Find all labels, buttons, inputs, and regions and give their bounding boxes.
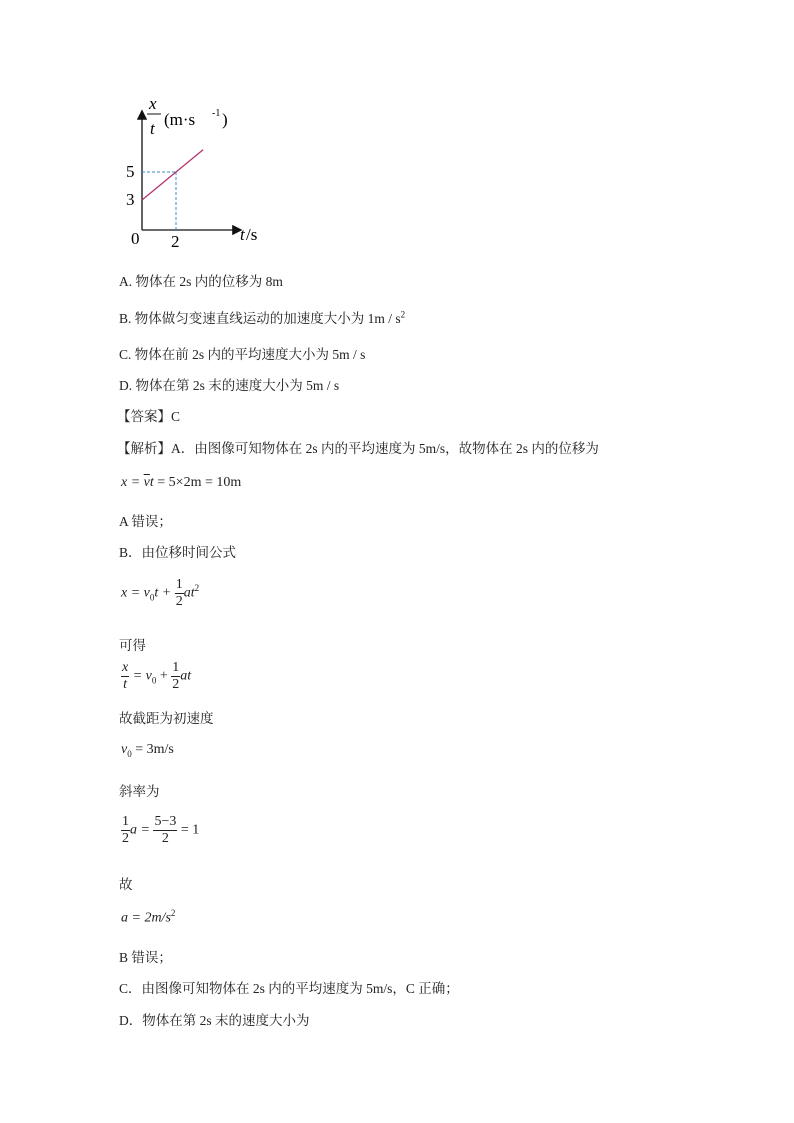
xt-t-graph — [120, 92, 280, 254]
y-tick-3: 3 — [126, 190, 135, 209]
data-series-line — [142, 150, 203, 200]
equation-2: $x = v_0t$ + $\frac{1}{2}$ $at^2$ — [121, 577, 200, 609]
d-line: D．物体在第 2s 末的速度大小为 — [119, 1013, 310, 1028]
b-wrong: B 错误； — [119, 950, 172, 965]
y-label-numerator: x — [149, 94, 157, 113]
x-tick-2: 2 — [171, 232, 180, 251]
equation-5: $\frac{1}{2}$ a = $\frac{5-3}{2}$ = 1 — [122, 814, 200, 846]
a-wrong: A 错误； — [119, 514, 172, 529]
y-label-denominator: t — [150, 119, 155, 138]
answer: 【答案】C — [117, 409, 181, 424]
slope-line: 斜率为 — [119, 784, 160, 799]
option-b: B. 物体做匀变速直线运动的加速度大小为 $1m / s^2$ — [119, 309, 406, 326]
option-d: D. 物体在第 2s 末的速度大小为 5m / s — [119, 378, 340, 393]
c-line: C．由图像可知物体在 2s 内的平均速度为 5m/s，C 正确； — [119, 981, 459, 996]
gu-line: 故 — [119, 877, 133, 892]
intercept-line: 故截距为初速度 — [119, 711, 214, 726]
option-c: C. 物体在前 2s 内的平均速度大小为 5m / s — [119, 347, 366, 362]
x-axis-unit: /s — [246, 225, 258, 244]
y-unit: (m·s — [164, 110, 196, 129]
y-unit-close: ) — [222, 110, 228, 129]
x-axis-label: t — [240, 225, 245, 244]
equation-4: $v_0 = 3m/s$ — [121, 742, 174, 759]
y-tick-5: 5 — [126, 162, 135, 181]
origin-label: 0 — [131, 229, 140, 248]
y-unit-exponent: -1 — [212, 108, 221, 119]
equation-1: $x = \overline{v}t = 5\times 2m = 10m$ — [121, 475, 242, 490]
b-intro: B．由位移时间公式 — [119, 545, 237, 560]
option-a: A. 物体在 2s 内的位移为 8m — [119, 274, 283, 289]
ke-de: 可得 — [119, 638, 146, 653]
analysis-line-1: 【解析】A．由图像可知物体在 2s 内的平均速度为 5m/s，故物体在 2s 内的位移为 — [117, 441, 599, 456]
equation-3: $\frac{x}{t}$ = $v_0$ + $\frac{1}{2}$ at — [122, 660, 192, 692]
equation-6: $a = 2m/s^2$ — [121, 908, 176, 926]
